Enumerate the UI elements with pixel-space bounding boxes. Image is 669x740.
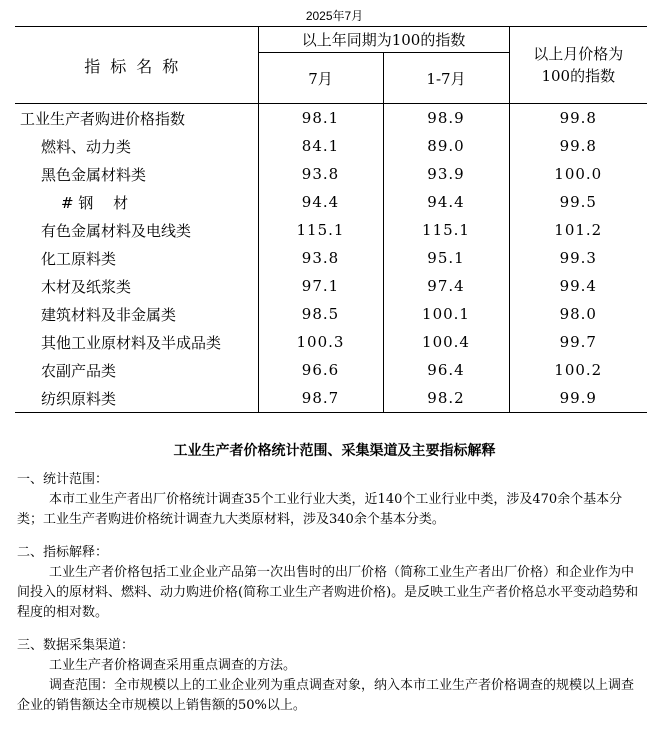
- row-ytd-value: 94.4: [383, 188, 509, 216]
- table-row: [15, 356, 647, 384]
- row-ytd-value: 115.1: [383, 216, 509, 244]
- notes-section-scope: [17, 470, 639, 530]
- row-ytd-value: 98.2: [383, 384, 509, 413]
- table-row: [15, 272, 647, 300]
- notes-section-definitions: [17, 543, 639, 623]
- header-mom-line-1: 以上月价格为: [533, 45, 624, 63]
- header-mom: [509, 27, 647, 104]
- row-month-value: 93.8: [258, 160, 383, 188]
- row-name: 燃料、动力类: [15, 132, 258, 160]
- row-ytd-value: 93.9: [383, 160, 509, 188]
- row-name: 纺织原料类: [15, 384, 258, 413]
- section-heading: 三、数据采集渠道：: [17, 638, 135, 653]
- section-paragraph: 调查范围：全市规模以上的工业企业列为重点调查对象，纳入本市工业生产者价格调查的规模以上调查企业的销售额达全市规模以上销售额的50%以上。: [17, 678, 635, 713]
- row-mom-value: 99.9: [509, 384, 647, 413]
- row-name: 有色金属材料及电线类: [15, 216, 258, 244]
- row-name: 木材及纸浆类: [15, 272, 258, 300]
- table-row: [15, 384, 647, 413]
- table-row: [15, 244, 647, 272]
- row-mom-value: 98.0: [559, 305, 597, 323]
- table-row: [15, 216, 647, 244]
- row-name: 建筑材料及非金属类: [15, 300, 258, 328]
- row-mom-value: 99.4: [559, 277, 597, 295]
- row-name: 工业生产者购进价格指数: [15, 104, 258, 133]
- table-row: [15, 104, 647, 133]
- row-month-value: 84.1: [258, 132, 383, 160]
- row-ytd-value: 100.4: [383, 328, 509, 356]
- row-month-value: 98.5: [258, 300, 383, 328]
- notes-section-collection: [17, 636, 639, 716]
- header-ytd: 1-7月: [383, 53, 509, 104]
- row-month-value: 93.8: [258, 244, 383, 272]
- header-month: 7月: [258, 53, 383, 104]
- row-ytd-value: 100.1: [383, 300, 509, 328]
- row-mom-value: 99.8: [559, 109, 597, 127]
- row-name: 其他工业原材料及半成品类: [15, 328, 258, 356]
- row-mom-value: 99.3: [559, 249, 597, 267]
- row-month-value: 100.3: [258, 328, 383, 356]
- row-name: 黑色金属材料类: [15, 160, 258, 188]
- row-ytd-value: 89.0: [383, 132, 509, 160]
- notes-title: 工业生产者价格统计范围、采集渠道及主要指标解释: [173, 443, 496, 459]
- row-ytd-value: 95.1: [383, 244, 509, 272]
- row-name: 农副产品类: [15, 356, 258, 384]
- row-month-value: 97.1: [258, 272, 383, 300]
- header-mom-line-2: 100的指数: [541, 67, 616, 85]
- header-indicator-name: 指标名称: [15, 27, 258, 104]
- section-heading: 一、统计范围：: [17, 472, 109, 487]
- header-yoy-group: 以上年同期为100的指数: [258, 27, 509, 53]
- section-heading: 二、指标解释：: [17, 545, 109, 560]
- row-mom-value: 100.2: [554, 361, 603, 379]
- table-row: [15, 132, 647, 160]
- row-month-value: 98.1: [258, 104, 383, 133]
- row-ytd-value: 98.9: [383, 104, 509, 133]
- row-mom-value: 99.7: [559, 333, 597, 351]
- table-row: [15, 160, 647, 188]
- table-row: [15, 328, 647, 356]
- table-row: [15, 300, 647, 328]
- section-paragraph: 本市工业生产者出厂价格统计调查35个工业行业大类，近140个工业行业中类，涉及470余个基本分类；工业生产者购进价格统计调查九大类原材料，涉及340余个基本分类。: [17, 492, 623, 527]
- section-paragraph: 工业生产者价格包括工业企业产品第一次出售时的出厂价格（简称工业生产者出厂价格）和企业作为中间投入的原材料、燃料、动力购进价格(简称工业生产者购进价格)。是反映工业生产者价格总水平变动趋势和程度的相对数。: [17, 565, 639, 620]
- row-mom-value: 101.2: [554, 221, 603, 239]
- row-month-value: 98.7: [258, 384, 383, 413]
- row-mom-value: 99.5: [559, 193, 597, 211]
- report-date: 2025年7月: [305, 9, 364, 23]
- table-row: [15, 188, 647, 216]
- row-ytd-value: 97.4: [383, 272, 509, 300]
- row-month-value: 96.6: [258, 356, 383, 384]
- row-name: # 钢 材: [15, 188, 258, 216]
- row-month-value: 115.1: [258, 216, 383, 244]
- row-mom-value: 99.8: [559, 137, 597, 155]
- price-index-table: [15, 26, 647, 413]
- row-mom-value: 100.0: [554, 165, 603, 183]
- section-paragraph: 工业生产者价格调查采用重点调查的方法。: [49, 658, 297, 673]
- notes-body: [17, 470, 639, 729]
- row-ytd-value: 96.4: [383, 356, 509, 384]
- row-month-value: 94.4: [258, 188, 383, 216]
- row-name: 化工原料类: [15, 244, 258, 272]
